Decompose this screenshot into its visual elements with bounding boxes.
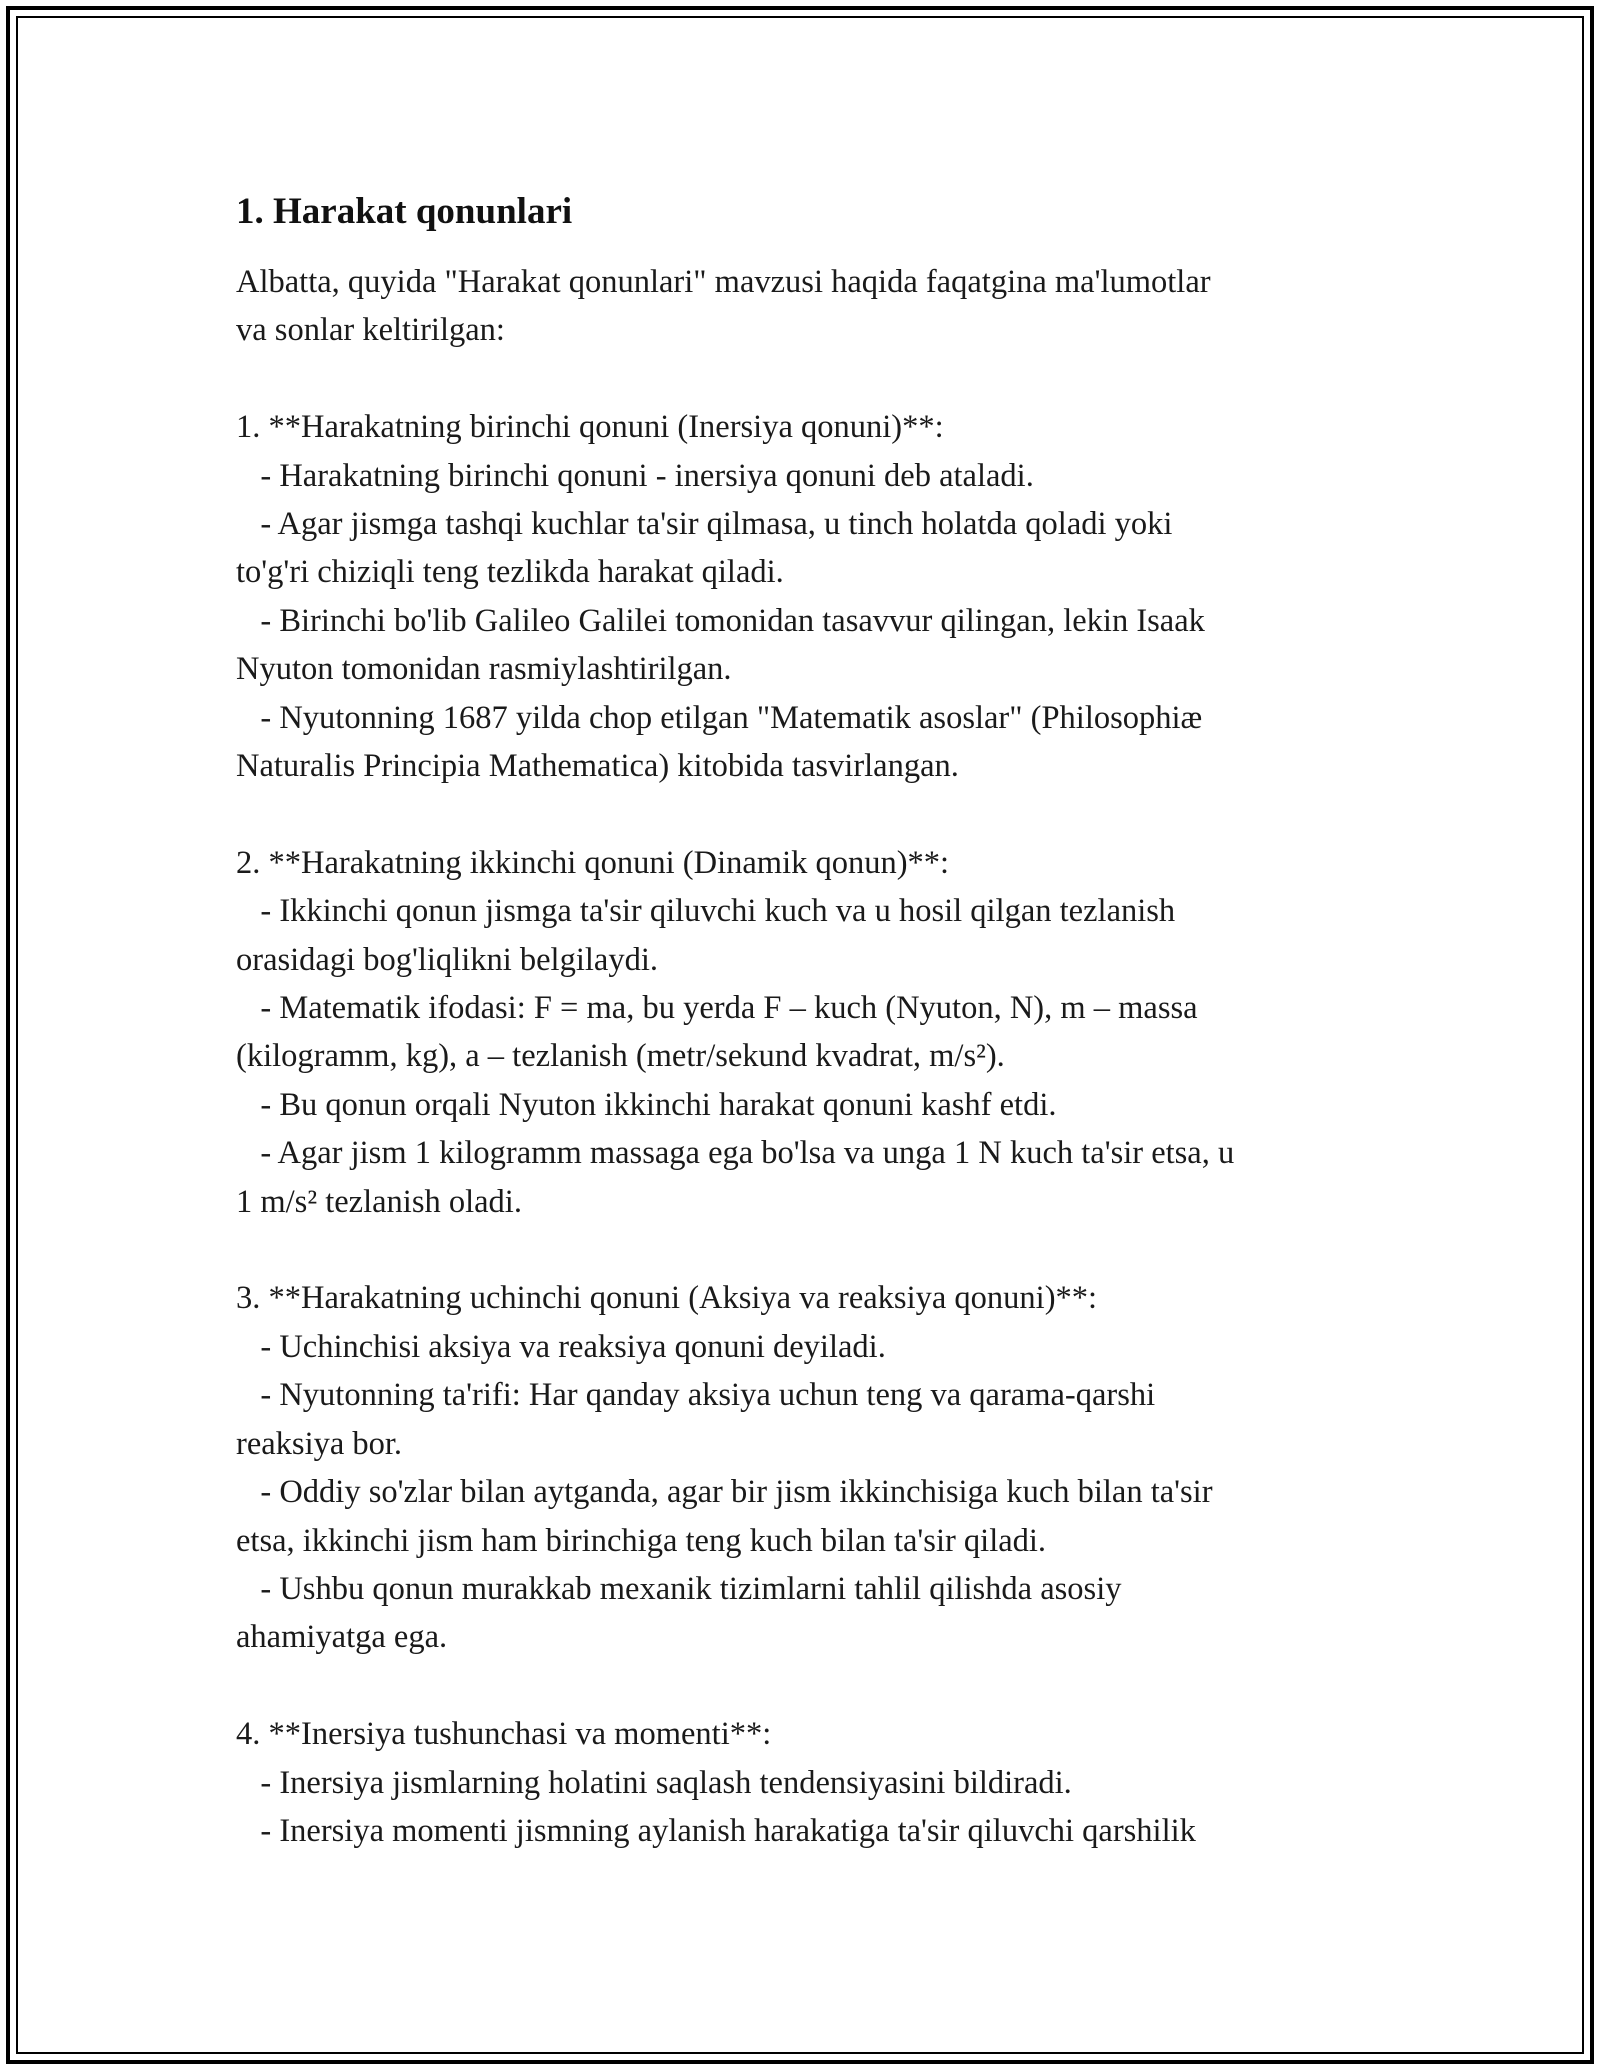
- text-line: - Ikkinchi qonun jismga ta'sir qiluvchi kuch va u hosil qilgan tezlanish: [236, 893, 1176, 930]
- text-line: - Ushbu qonun murakkab mexanik tizimlarni tahlil qilishda asosiy: [236, 1570, 1122, 1607]
- text-line: Nyuton tomonidan rasmiylashtirilgan.: [236, 651, 732, 688]
- text-line: 4. **Inersiya tushunchasi va momenti**:: [236, 1716, 772, 1753]
- blank-line: [236, 1226, 1386, 1274]
- text-line: - Oddiy so'zlar bilan aytganda, agar bir jism ikkinchisiga kuch bilan ta'sir: [236, 1474, 1213, 1511]
- page-title: 1. Harakat qonunlari: [236, 191, 573, 232]
- text-line: - Agar jismga tashqi kuchlar ta'sir qilmasa, u tinch holatda qoladi yoki: [236, 506, 1173, 543]
- text-lines: [236, 258, 1386, 1855]
- text-line: ahamiyatga ega.: [236, 1619, 448, 1656]
- text-line: etsa, ikkinchi jism ham birinchiga teng kuch bilan ta'sir qiladi.: [236, 1522, 1047, 1559]
- text-line: Naturalis Principia Mathematica) kitobida tasvirlangan.: [236, 748, 959, 785]
- document-body: [236, 188, 1386, 1855]
- text-line: - Agar jism 1 kilogramm massaga ega bo'lsa va unga 1 N kuch ta'sir etsa, u: [236, 1135, 1235, 1172]
- text-line: va sonlar keltirilgan:: [236, 312, 505, 349]
- text-line: 3. **Harakatning uchinchi qonuni (Aksiya va reaksiya qonuni)**:: [236, 1280, 1098, 1317]
- text-line: 1. **Harakatning birinchi qonuni (Inersiya qonuni)**:: [236, 409, 944, 446]
- text-line: 2. **Harakatning ikkinchi qonuni (Dinamik qonun)**:: [236, 844, 950, 881]
- text-line: (kilogramm, kg), a – tezlanish (metr/sekund kvadrat, m/s²).: [236, 1038, 1005, 1075]
- text-line: - Harakatning birinchi qonuni - inersiya qonuni deb ataladi.: [236, 457, 1034, 494]
- text-line: to'g'ri chiziqli teng tezlikda harakat qiladi.: [236, 554, 784, 591]
- blank-line: [236, 355, 1386, 403]
- text-line: orasidagi bog'liqlikni belgilaydi.: [236, 941, 658, 978]
- text-line: 1 m/s² tezlanish oladi.: [236, 1183, 522, 1220]
- text-line: - Matematik ifodasi: F = ma, bu yerda F – kuch (Nyuton, N), m – massa: [236, 990, 1198, 1027]
- blank-line: [236, 790, 1386, 838]
- text-line: - Uchinchisi aksiya va reaksiya qonuni deyiladi.: [236, 1328, 886, 1365]
- text-line: Albatta, quyida "Harakat qonunlari" mavzusi haqida faqatgina ma'lumotlar: [236, 264, 1211, 300]
- blank-line: [236, 1662, 1386, 1710]
- text-line: - Birinchi bo'lib Galileo Galilei tomonidan tasavvur qilingan, lekin Isaak: [236, 602, 1205, 639]
- text-line: - Bu qonun orqali Nyuton ikkinchi harakat qonuni kashf etdi.: [236, 1086, 1057, 1123]
- text-line: - Inersiya jismlarning holatini saqlash tendensiyasini bildiradi.: [236, 1764, 1072, 1801]
- text-line: reaksiya bor.: [236, 1425, 403, 1462]
- text-line: - Nyutonning 1687 yilda chop etilgan "Matematik asoslar" (Philosophiæ: [236, 699, 1203, 736]
- text-line: - Inersiya momenti jismning aylanish harakatiga ta'sir qiluvchi qarshilik: [236, 1812, 1196, 1849]
- text-line: - Nyutonning ta'rifi: Har qanday aksiya uchun teng va qarama-qarshi: [236, 1377, 1156, 1414]
